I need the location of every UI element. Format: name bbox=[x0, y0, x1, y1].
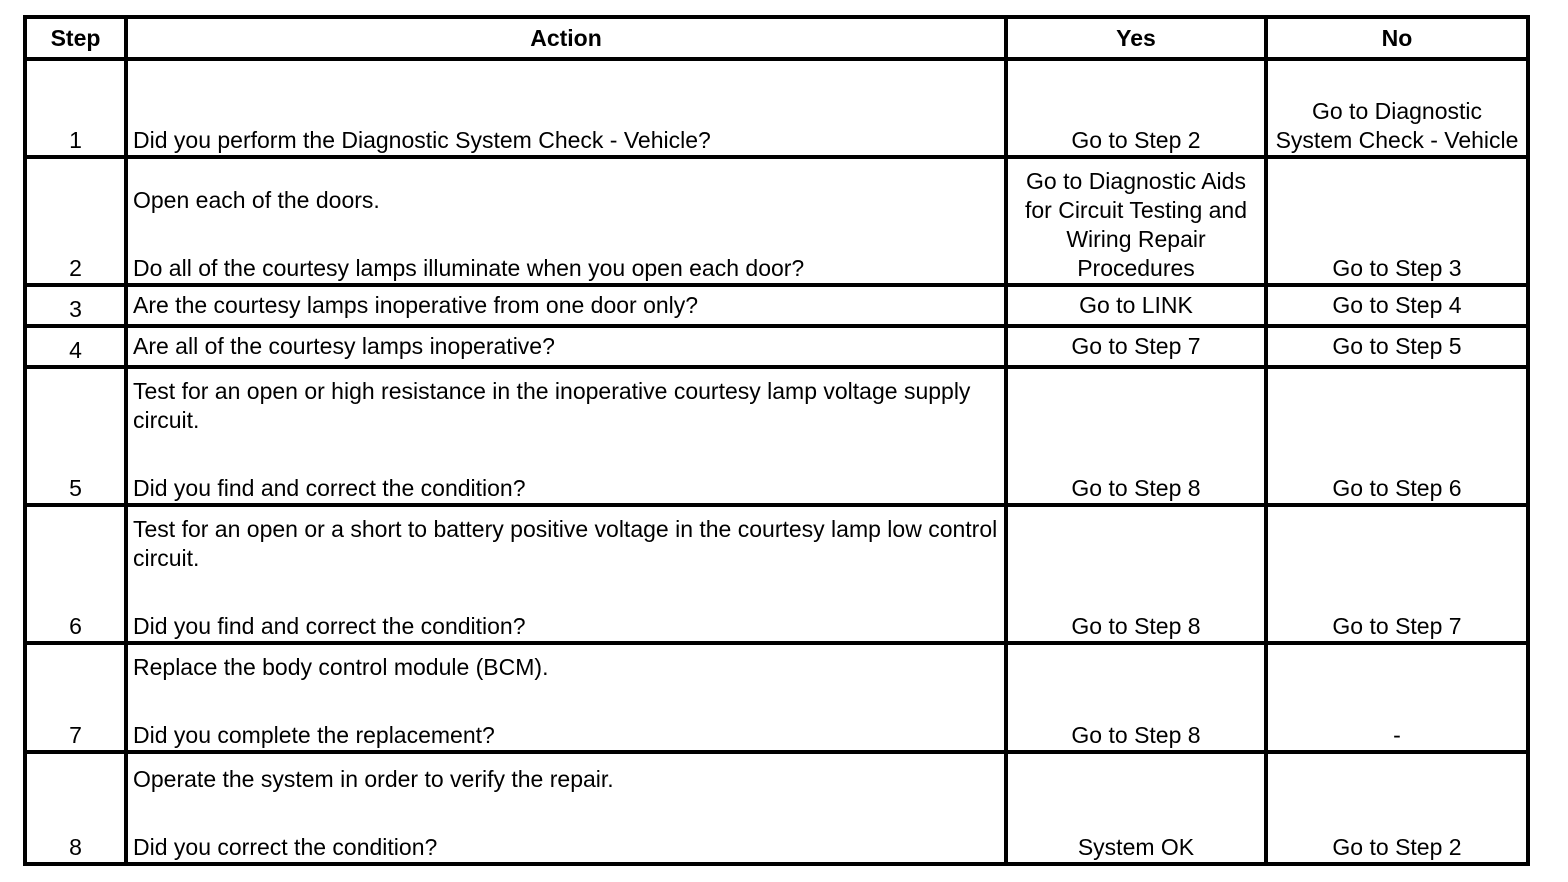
yes-cell: Go to Step 8 bbox=[1006, 505, 1266, 643]
diagnostic-table bbox=[23, 15, 1530, 866]
header-row bbox=[25, 17, 1528, 59]
no-cell: Go to Step 5 bbox=[1266, 326, 1528, 367]
action-text: Are all of the courtesy lamps inoperative? bbox=[133, 333, 555, 359]
action-cell bbox=[126, 326, 1006, 367]
table-row bbox=[25, 59, 1528, 157]
action-cell bbox=[126, 285, 1006, 326]
action-cell bbox=[126, 643, 1006, 752]
step-number: 5 bbox=[25, 367, 126, 505]
action-question: Did you complete the replacement? bbox=[133, 722, 495, 748]
action-cell bbox=[126, 59, 1006, 157]
action-cell bbox=[126, 367, 1006, 505]
action-text: Open each of the doors. bbox=[133, 187, 380, 213]
table-row bbox=[25, 505, 1528, 643]
yes-cell: Go to Step 2 bbox=[1006, 59, 1266, 157]
action-text: Test for an open or high resistance in the inoperative courtesy lamp voltage supply circuit. bbox=[133, 378, 971, 433]
action-question: Do all of the courtesy lamps illuminate when you open each door? bbox=[133, 255, 805, 281]
action-text: Replace the body control module (BCM). bbox=[133, 654, 549, 680]
action-text: Did you perform the Diagnostic System Check - Vehicle? bbox=[133, 127, 711, 153]
no-cell: Go to Step 2 bbox=[1266, 752, 1528, 864]
step-number: 1 bbox=[25, 59, 126, 157]
table-row bbox=[25, 326, 1528, 367]
action-text: Operate the system in order to verify the repair. bbox=[133, 766, 614, 792]
spacer bbox=[133, 215, 999, 254]
no-cell: Go to Step 4 bbox=[1266, 285, 1528, 326]
action-cell bbox=[126, 752, 1006, 864]
yes-cell: Go to Step 7 bbox=[1006, 326, 1266, 367]
no-cell: Go to Step 6 bbox=[1266, 367, 1528, 505]
step-number: 8 bbox=[25, 752, 126, 864]
action-cell bbox=[126, 505, 1006, 643]
step-number: 7 bbox=[25, 643, 126, 752]
action-question: Did you find and correct the condition? bbox=[133, 475, 526, 501]
spacer bbox=[133, 682, 999, 721]
table-row bbox=[25, 157, 1528, 285]
step-number: 4 bbox=[25, 326, 126, 367]
action-question: Did you find and correct the condition? bbox=[133, 613, 526, 639]
table-row bbox=[25, 752, 1528, 864]
no-cell: - bbox=[1266, 643, 1528, 752]
yes-cell: Go to Step 8 bbox=[1006, 367, 1266, 505]
action-question: Did you correct the condition? bbox=[133, 834, 438, 860]
no-cell: Go to Step 7 bbox=[1266, 505, 1528, 643]
table-row bbox=[25, 643, 1528, 752]
yes-cell: Go to Step 8 bbox=[1006, 643, 1266, 752]
step-number: 6 bbox=[25, 505, 126, 643]
step-number: 3 bbox=[25, 285, 126, 326]
action-cell bbox=[126, 157, 1006, 285]
spacer bbox=[133, 794, 999, 833]
table-row bbox=[25, 285, 1528, 326]
yes-cell: Go to LINK bbox=[1006, 285, 1266, 326]
spacer bbox=[133, 573, 999, 612]
spacer bbox=[133, 435, 999, 474]
yes-cell: Go to Diagnostic Aids for Circuit Testing and Wiring Repair Procedures bbox=[1006, 157, 1266, 285]
action-text: Are the courtesy lamps inoperative from one door only? bbox=[133, 292, 699, 318]
no-cell: Go to Diagnostic System Check - Vehicle bbox=[1266, 59, 1528, 157]
no-cell: Go to Step 3 bbox=[1266, 157, 1528, 285]
step-number: 2 bbox=[25, 157, 126, 285]
action-text: Test for an open or a short to battery positive voltage in the courtesy lamp low control circuit. bbox=[133, 516, 998, 571]
header-no: No bbox=[1266, 17, 1528, 59]
header-yes: Yes bbox=[1006, 17, 1266, 59]
table-row bbox=[25, 367, 1528, 505]
header-step: Step bbox=[25, 17, 126, 59]
yes-cell: System OK bbox=[1006, 752, 1266, 864]
header-action: Action bbox=[126, 17, 1006, 59]
